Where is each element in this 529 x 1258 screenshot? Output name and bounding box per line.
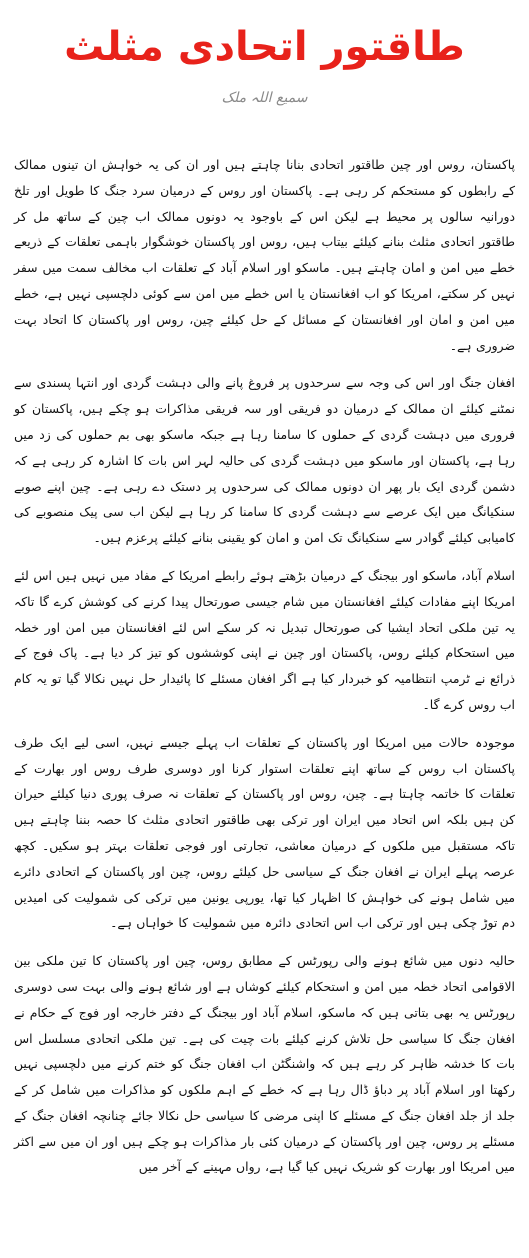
paragraph: اسلام آباد، ماسکو اور بیجنگ کے درمیان بڑھتے ہوئے رابطے امریکا کے مفاد میں نہیں ہیں اس لئے امریکا اپنے مفادات کیلئے افغانستان میں شام جیسی صورتحال پیدا کرنے کی کوشش کرے گا تاکہ یہ تین ملکی اتحاد ایشیا کی صورتحال تبدیل نہ کر سکے اس لئے افغانستان میں امن اور خطہ میں استحکام کیلئے روس، پاکستان اور چین نے اپنی کوششوں کو تیز کر دیا ہے۔ پاک فوج کے ذرائع نے ٹرمپ انتظامیہ کو خبردار کیا ہے اگر افغان مسئلے کا پائیدار حل نہیں نکالا گیا تو یہ کام اب روس کرے گا۔ bbox=[14, 567, 515, 712]
paragraph: افغان جنگ اور اس کی وجہ سے سرحدوں پر فروغ پانے والی دہشت گردی اور انتہا پسندی سے نمٹنے کیلئے ان ممالک کے درمیان دو فریقی اور سہ فریقی مذاکرات ہو چکے ہیں، پاکستان کو فروری میں دہشت گردی کے حملوں کا سامنا رہا ہے جبکہ ماسکو بھی بم حملوں کی زد میں رہا ہے، پاکستان اور ماسکو میں دہشت گردی کی حالیہ لہر اس بات کا اشارہ کر رہی ہے کہ دشمن گردی ایک بار پھر ان دونوں ممالک کی سرحدوں پر دستک دے رہی ہے۔ چین اپنے صوبے سنکیانگ میں ایک عرصے سے دہشت گردی کا سامنا کر رہا ہے لیکن اب سی پیک منصوبے کی کامیابی کیلئے گوادر سے سنکیانگ تک امن و امان کو یقینی بنانے کیلئے پرعزم ہیں۔ bbox=[14, 375, 515, 546]
article-title: طاقتور اتحادی مثلث bbox=[64, 24, 465, 70]
paragraph: حالیہ دنوں میں شائع ہونے والی رپورٹس کے مطابق روس، چین اور پاکستان کا تین ملکی بین الاقوامی اتحاد خطہ میں امن و استحکام کیلئے کوشاں ہے اور شائع ہونے والی بہت سی دوسری رپورٹس یہ بھی بتاتی ہیں کہ ماسکو، اسلام آباد اور بیجنگ کے دفتر خارجہ اور فوج کے حکام نے افغان جنگ کا سیاسی حل تلاش کرنے کیلئے بات چیت کی ہے۔ تین ملکی اتحادی مسلسل اس بات کا خدشہ ظاہر کر رہے ہیں کہ واشنگٹن اب افغان جنگ کو ختم کرنے میں دلچسپی نہیں رکھتا اور اسلام آباد پر دباؤ ڈال رہا ہے کہ خطے کے اہم ملکوں کو مذاکرات میں شامل کر کے جلد از جلد افغان جنگ کے مسئلے کا اپنی مرضی کا سیاسی حل نکالا جائے چنانچہ افغان جنگ کے مسئلے پر روس، چین اور پاکستان کے درمیان کئی بار مذاکرات ہو چکے ہیں اور ان میں سے اکثر میں امریکا اور بھارت کو شریک نہیں کیا گیا ہے، رواں مہینے کے آخر میں bbox=[14, 953, 515, 1175]
article-body bbox=[14, 152, 515, 1180]
author-byline: سمیع اللہ ملک bbox=[221, 90, 308, 106]
paragraph: موجودہ حالات میں امریکا اور پاکستان کے تعلقات اب پہلے جیسے نہیں، اسی لیے ایک طرف پاکستان اب روس کے ساتھ اپنے تعلقات استوار کرنا اور دوسری طرف روس اور بھارت کے تعلقات کا خاتمہ چاہتا ہے۔ چین، روس اور پاکستان کے تعلقات نہ صرف پوری دنیا کیلئے حیران کن ہیں بلکہ اس اتحاد میں ایران اور ترکی بھی طاقتور اتحادی مثلث کا حصہ بننا چاہتے ہیں تاکہ مستقبل میں ملکوں کے درمیان معاشی، تجارتی اور فوجی تعلقات بہتر ہو سکیں۔ کچھ عرصہ پہلے ایران نے افغان جنگ کے سیاسی حل کیلئے روس، چین اور پاکستان کے اتحادی دائرے میں شامل ہونے کی خواہش کا اظہار کیا تھا، یورپی یونین میں ترکی کی شمولیت کی امیدیں دم توڑ چکی ہیں اور ترکی اب اس اتحادی دائرہ میں شمولیت کا خواہاں ہے۔ bbox=[14, 734, 515, 931]
paragraph: پاکستان، روس اور چین طاقتور اتحادی بنانا چاہتے ہیں اور ان کی یہ خواہش ان تینوں ممالک کے رابطوں کو مستحکم کر رہی ہے۔ پاکستان اور روس کے درمیان سرد جنگ کا طویل اور تلخ دورانیہ سالوں پر محیط ہے لیکن اس کے باوجود یہ دونوں ممالک اب چین کے ساتھ مل کر طاقتور اتحادی مثلث بنانے کیلئے بیتاب ہیں، روس اور پاکستان خوشگوار باہمی تعلقات کے ذریعے خطے میں امن و امان چاہتے ہیں۔ ماسکو اور اسلام آباد کے تعلقات اب مخالف سمت میں سفر نہیں کر سکتے، امریکا کو اب افغانستان یا اس خطے میں امن سے کوئی دلچسپی نہیں ہے، خطے میں امن و امان اور افغانستان کے مسائل کے حل کیلئے چین، روس اور پاکستان کا اتحاد بہت ضروری ہے۔ bbox=[14, 157, 515, 353]
